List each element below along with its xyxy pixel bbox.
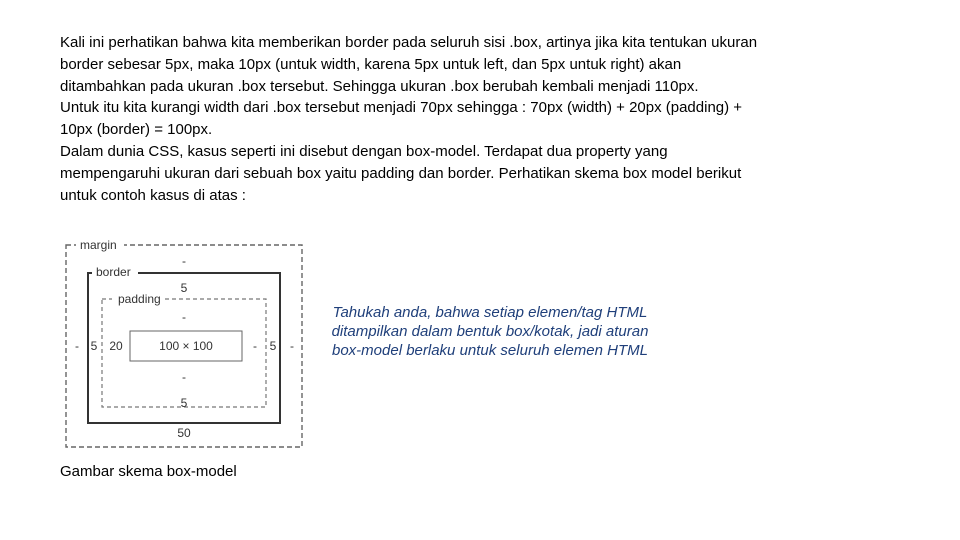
paragraph-line-3: Dalam dunia CSS, kasus seperti ini disebut dengan box-model. Terdapat dua property yang mempengaruhi ukuran dari sebuah box yaitu padding dan border. Perhatikan skema box model berikut untuk contoh kasus di atas : bbox=[60, 142, 742, 204]
border-left-value: 5 bbox=[90, 339, 98, 353]
margin-label: margin bbox=[80, 238, 117, 252]
border-right-value: 5 bbox=[269, 339, 277, 353]
padding-right-value: - bbox=[253, 339, 257, 353]
paragraph-line-2: Untuk itu kita kurangi width dari .box tersebut menjadi 70px sehingga : 70px (width) + 20px (padding) + 10px (border) = 100px. bbox=[60, 99, 743, 139]
margin-left-value: - bbox=[75, 339, 79, 353]
margin-right-value: - bbox=[290, 339, 294, 353]
padding-label: padding bbox=[118, 292, 161, 306]
margin-bottom-value: 50 bbox=[177, 426, 191, 440]
callout-note: Tahukah anda, bahwa setiap elemen/tag HTML ditampilkan dalam bentuk box/kotak, jadi aturan box-model berlaku untuk seluruh elemen HTML bbox=[331, 304, 649, 359]
border-top-value: 5 bbox=[180, 281, 188, 295]
box-model-diagram bbox=[62, 237, 308, 451]
paragraph-line-1: Kali ini perhatikan bahwa kita memberikan border pada seluruh sisi .box, artinya jika kita tentukan ukuran border sebesar 5px, maka 10px (untuk width, karena 5px untuk left, dan 5px untuk right) akan ditambahkan pada ukuran .box tersebut. Sehingga ukuran .box berubah kembali menjadi 110px. bbox=[60, 34, 758, 95]
padding-bottom-value: - bbox=[182, 370, 186, 384]
padding-left-value: 20 bbox=[109, 339, 123, 353]
figure-caption: Gambar skema box-model bbox=[60, 463, 237, 480]
content-label: 100 × 100 bbox=[159, 339, 213, 353]
border-bottom-value: 5 bbox=[180, 396, 188, 410]
padding-top-value: - bbox=[182, 310, 186, 324]
border-label: border bbox=[96, 265, 131, 279]
margin-top-value: - bbox=[182, 254, 186, 268]
body-text bbox=[60, 32, 770, 206]
